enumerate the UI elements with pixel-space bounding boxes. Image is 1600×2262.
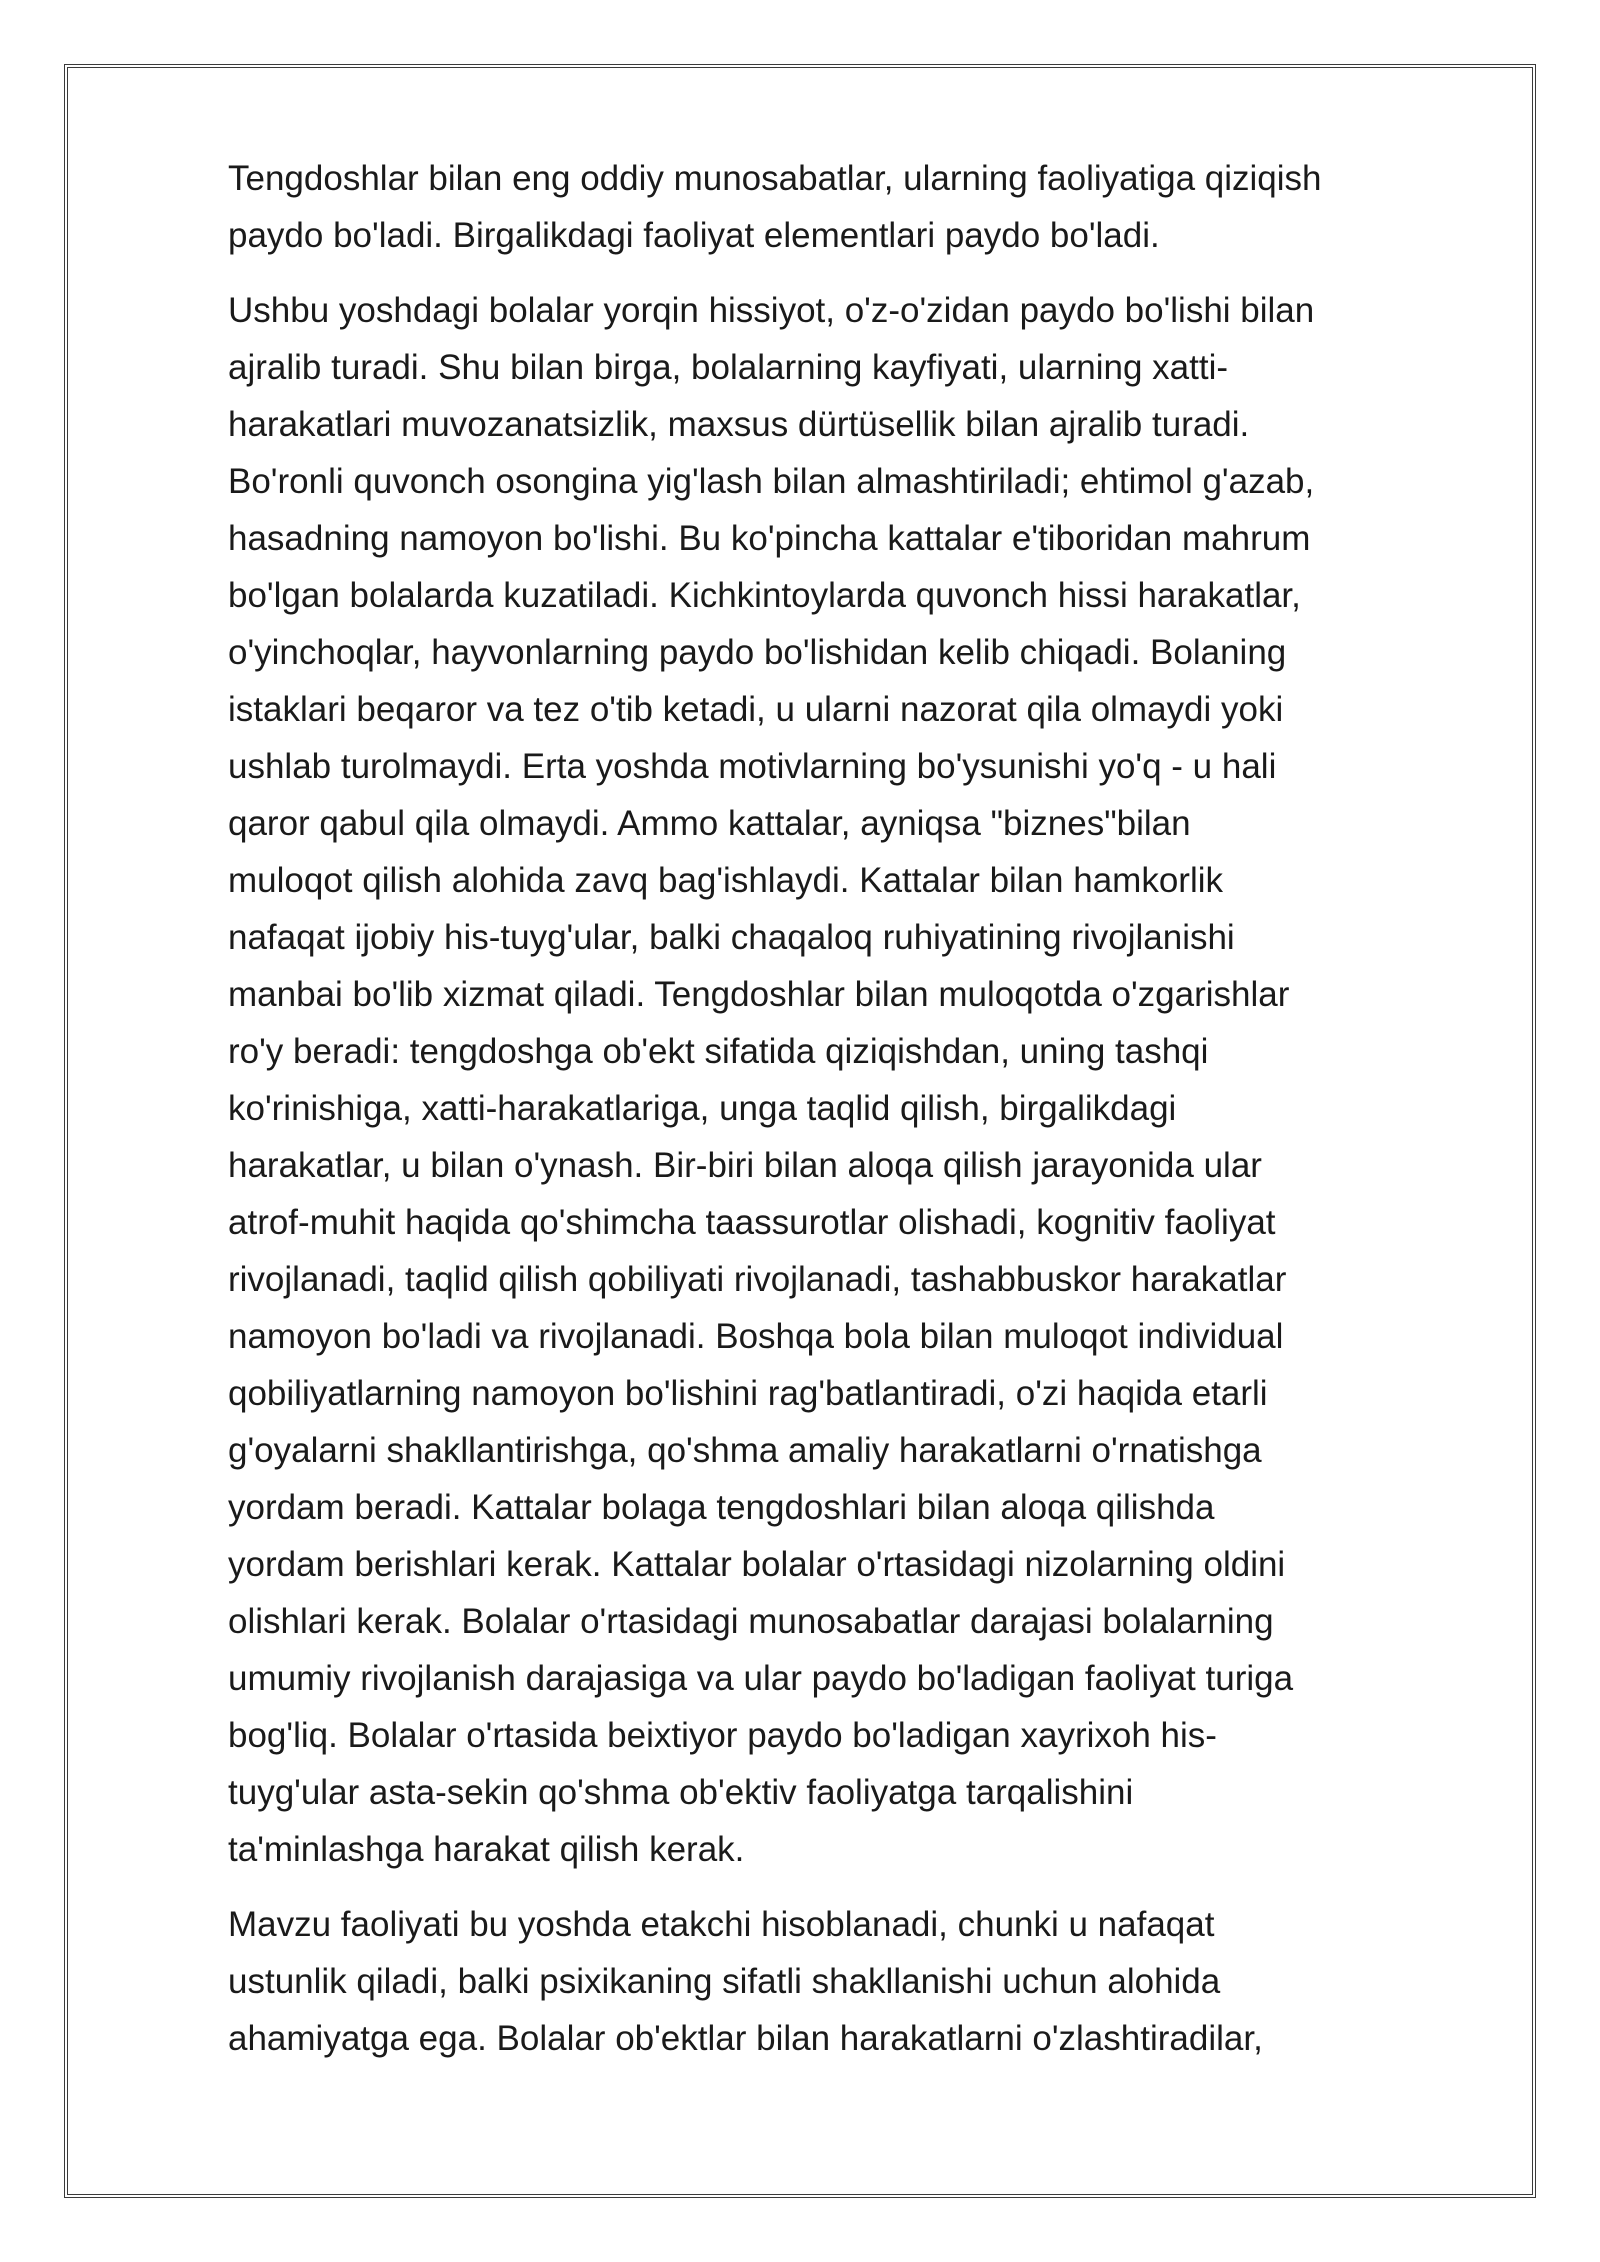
paragraph-1: Tengdoshlar bilan eng oddiy munosabatlar, ularning faoliyatiga qiziqish paydo bo'ladi. Birgalikdagi faoliyat elementlari paydo bo'ladi. — [228, 159, 1322, 255]
document-body — [228, 150, 1488, 2085]
paragraph-2: Ushbu yoshdagi bolalar yorqin hissiyot, o'z-o'zidan paydo bo'lishi bilan ajralib turadi. Shu bilan birga, bolalarning kayfiyati, ularning xatti- harakatlari muvozanatsizlik, maxsus dürtüsellik bilan ajralib turadi. Bo'ronli quvonch osongina yig'lash bilan almashtiriladi; ehtimol g'azab, hasadning namoyon bo'lishi. Bu ko'pincha kattalar e'tiboridan mahrum bo'lgan bolalarda kuzatiladi. Kichkintoylarda quvonch hissi harakatlar, o'yinchoqlar, hayvonlarning paydo bo'lishidan kelib chiqadi. Bolaning istaklari beqaror va tez o'tib ketadi, u ularni nazorat qila olmaydi yoki ushlab turolmaydi. Erta yoshda motivlarning bo'ysunishi yo'q - u hali qaror qabul qila olmaydi. Ammo kattalar, ayniqsa "biznes"bilan muloqot qilish alohida zavq bag'ishlaydi. Kattalar bilan hamkorlik nafaqat ijobiy his-tuyg'ular, balki chaqaloq ruhiyatining rivojlanishi manbai bo'lib xizmat qiladi. Tengdoshlar bilan muloqotda o'zgarishlar ro'y beradi: tengdoshga ob'ekt sifatida qiziqishdan, uning tashqi ko'rinishiga, xatti-harakatlariga, unga taqlid qilish, birgalikdagi harakatlar, u bilan o'ynash. Bir-biri bilan aloqa qilish jarayonida ular atrof-muhit haqida qo'shimcha taassurotlar olishadi, kognitiv faoliyat rivojlanadi, taqlid qilish qobiliyati rivojlanadi, tashabbuskor harakatlar namoyon bo'ladi va rivojlanadi. Boshqa bola bilan muloqot individual qobiliyatlarning namoyon bo'lishini rag'batlantiradi, o'zi haqida etarli g'oyalarni shakllantirishga, qo'shma amaliy harakatlarni o'rnatishga yordam beradi. Kattalar bolaga tengdoshlari bilan aloqa qilishda yordam berishlari kerak. Kattalar bolalar o'rtasidagi nizolarning oldini olishlari kerak. Bolalar o'rtasidagi munosabatlar darajasi bolalarning umumiy rivojlanish darajasiga va ular paydo bo'ladigan faoliyat turiga bog'liq. Bolalar o'rtasida beixtiyor paydo bo'ladigan xayrixoh his- tuyg'ular asta-sekin qo'shma ob'ektiv faoliyatga tarqalishini ta'minlashga harakat qilish kerak. — [228, 291, 1315, 1869]
paragraph-3: Mavzu faoliyati bu yoshda etakchi hisoblanadi, chunki u nafaqat ustunlik qiladi, balki psixikaning sifatli shakllanishi uchun alohida ahamiyatga ega. Bolalar ob'ektlar bilan harakatlarni o'zlashtiradilar, — [228, 1905, 1263, 2058]
